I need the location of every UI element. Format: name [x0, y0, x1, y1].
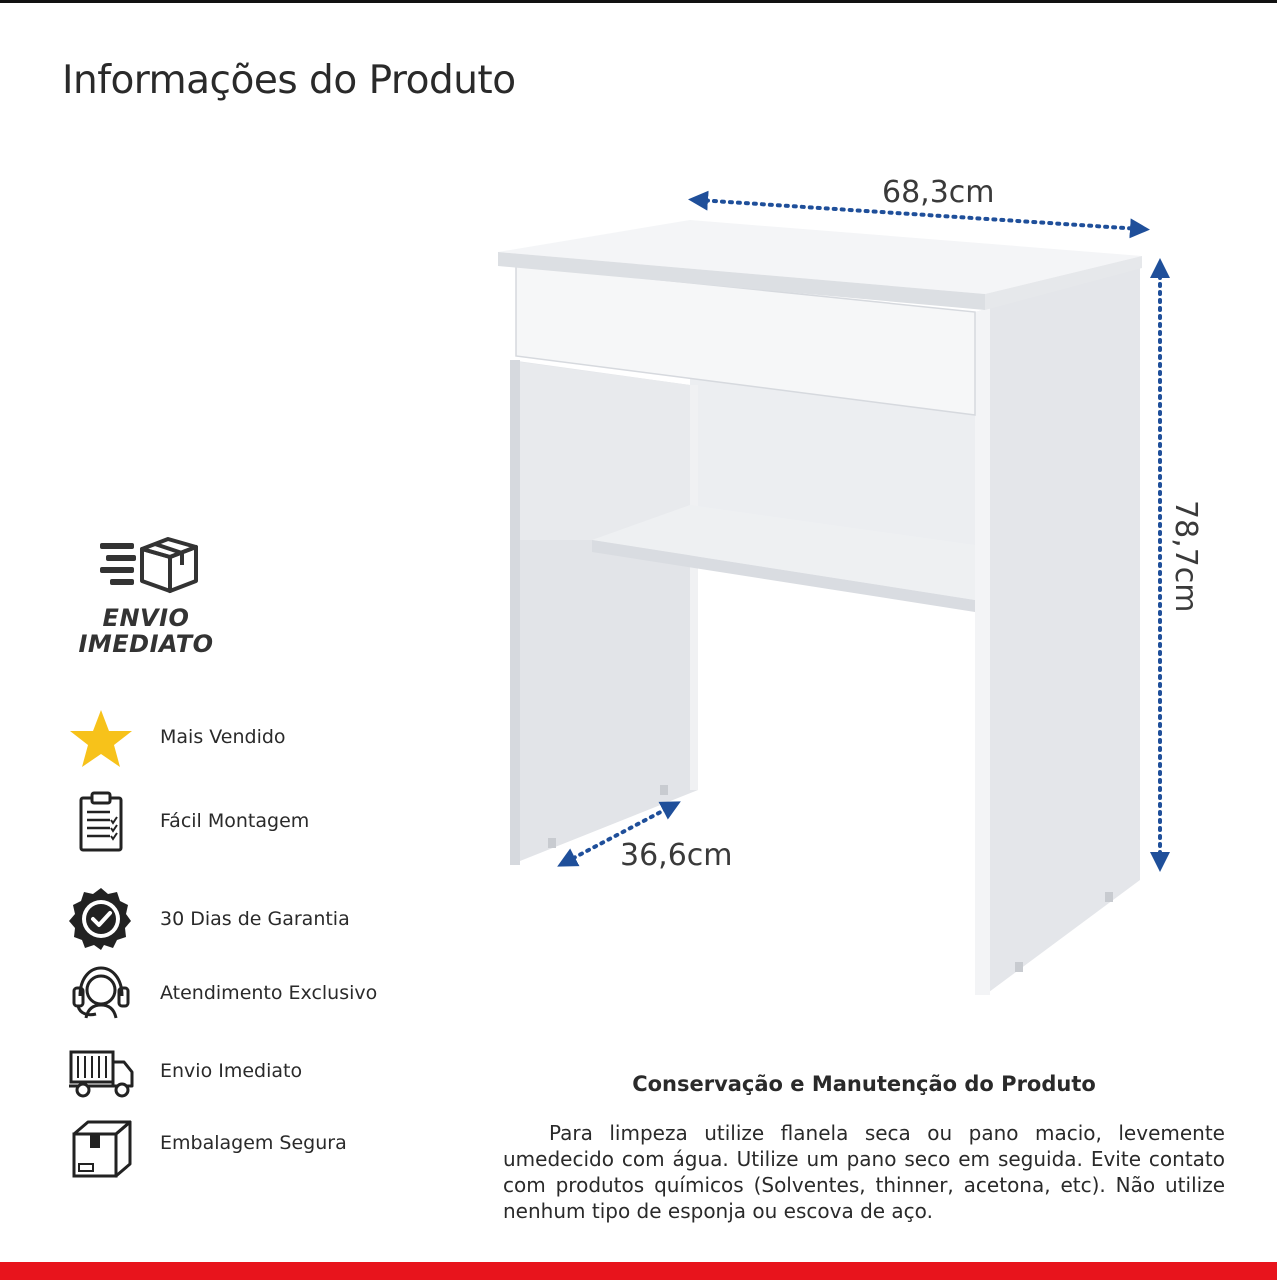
feature-label: Envio Imediato — [160, 1060, 303, 1082]
badge-check-icon — [66, 884, 136, 954]
fast-delivery-box-icon — [98, 535, 198, 595]
desk-inner-left — [520, 362, 690, 540]
headset-icon — [66, 958, 136, 1028]
feature-embalagem — [66, 1114, 426, 1184]
envio-imediato-badge — [66, 535, 226, 665]
care-text: Para limpeza utilize flanela seca ou pano macio, levemente umedecido com água. Utilize um pano seco em seguida. Evite contato com produtos químicos (Solventes, thinner, acetona, etc). Não utilize nenhum tipo de esponja ou escova de aço. — [503, 1121, 1225, 1223]
feature-garantia — [66, 884, 426, 954]
top-border — [0, 0, 1277, 3]
desk-foot-4 — [1105, 892, 1113, 902]
desk-foot-1 — [548, 838, 556, 848]
feature-envio-imediato — [66, 1040, 426, 1110]
desk-right-panel — [975, 268, 1140, 995]
star-icon — [66, 704, 136, 774]
feature-label: 30 Dias de Garantia — [160, 908, 350, 930]
delivery-truck-icon — [66, 1040, 136, 1110]
width-dimension-label: 68,3cm — [882, 175, 995, 210]
badge-line-1: ENVIO — [102, 604, 190, 632]
page-title: Informações do Produto — [62, 58, 516, 103]
feature-label: Embalagem Segura — [160, 1132, 347, 1154]
feature-facil-montagem — [66, 790, 426, 860]
desk-illustration — [480, 160, 1240, 1020]
feature-label: Atendimento Exclusivo — [160, 982, 378, 1004]
clipboard-checklist-icon — [66, 790, 136, 860]
feature-mais-vendido — [66, 704, 426, 774]
feature-atendimento — [66, 958, 426, 1028]
package-box-icon — [66, 1114, 136, 1184]
depth-dimension-label: 36,6cm — [620, 838, 733, 873]
height-dimension-label: 78,7cm — [1168, 500, 1203, 613]
badge-line-2: IMEDIATO — [78, 630, 214, 658]
desk-foot-2 — [660, 785, 668, 795]
feature-label: Mais Vendido — [160, 726, 286, 748]
desk-foot-3 — [1015, 962, 1023, 972]
bottom-accent-band — [0, 1262, 1277, 1280]
feature-label: Fácil Montagem — [160, 810, 310, 832]
care-title: Conservação e Manutenção do Produto — [632, 1072, 1096, 1096]
